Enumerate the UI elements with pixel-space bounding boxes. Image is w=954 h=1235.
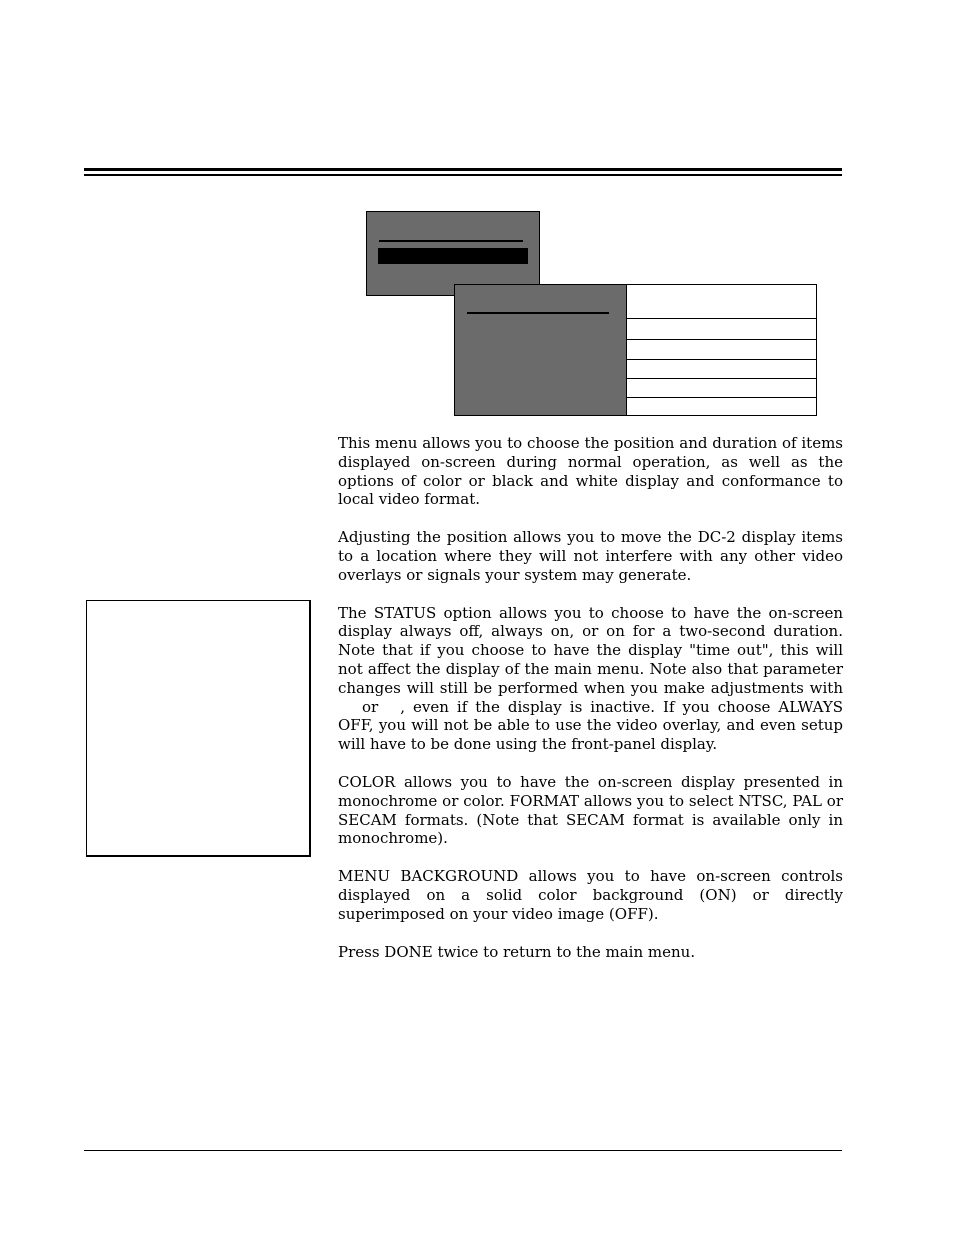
header-rule-thick (84, 168, 842, 171)
option-divider (627, 318, 816, 319)
paragraph-intro: This menu allows you to choose the position and duration of items displayed on-screen during normal operation, as well as the options of color or black and white display and conformance to local video format. (338, 434, 843, 509)
option-divider (627, 397, 816, 398)
paragraph-menu-background: MENU BACKGROUND allows you to have on-screen controls displayed on a solid color background (ON) or directly superimposed on your video image (OFF). (338, 867, 843, 923)
paragraph-color-format: COLOR allows you to have the on-screen display presented in monochrome or color. FORMAT allows you to select NTSC, PAL or SECAM formats. (Note that SECAM format is available only in monochrome). (338, 772, 843, 848)
sidebar-note-box (86, 600, 311, 857)
body-text (338, 434, 843, 961)
option-divider (627, 339, 816, 340)
footer-rule (84, 1150, 842, 1151)
status-text-or: or (362, 697, 379, 716)
paragraph-position: Adjusting the position allows you to move the DC-2 display items to a location where they will not interfere with any other video overlays or signals your system may generate. (338, 528, 843, 584)
submenu-title-underline (467, 312, 609, 314)
submenu-options-box (626, 284, 817, 416)
header-rule-thin (84, 174, 842, 176)
display-submenu-diagram (454, 284, 628, 416)
paragraph-done: Press DONE twice to return to the main menu. (338, 942, 696, 961)
main-menu-title-underline (379, 240, 523, 242)
status-text-a: The STATUS option allows you to choose to have the on-screen display always off, always on, or on for a two-second duration. Note that if you choose to have the display "time out", this will not affect the display of the main menu. Note also that parameter changes will still be performed when you make adjustments with (338, 603, 843, 697)
status-text-b: , even if the display is inactive. If you choose ALWAYS OFF, you will not be able to use the video overlay, and even setup will have to be done using the front-panel display. (338, 697, 843, 754)
option-divider (627, 359, 816, 360)
paragraph-status (338, 604, 843, 754)
option-divider (627, 378, 816, 379)
main-menu-selected-item (378, 248, 528, 264)
